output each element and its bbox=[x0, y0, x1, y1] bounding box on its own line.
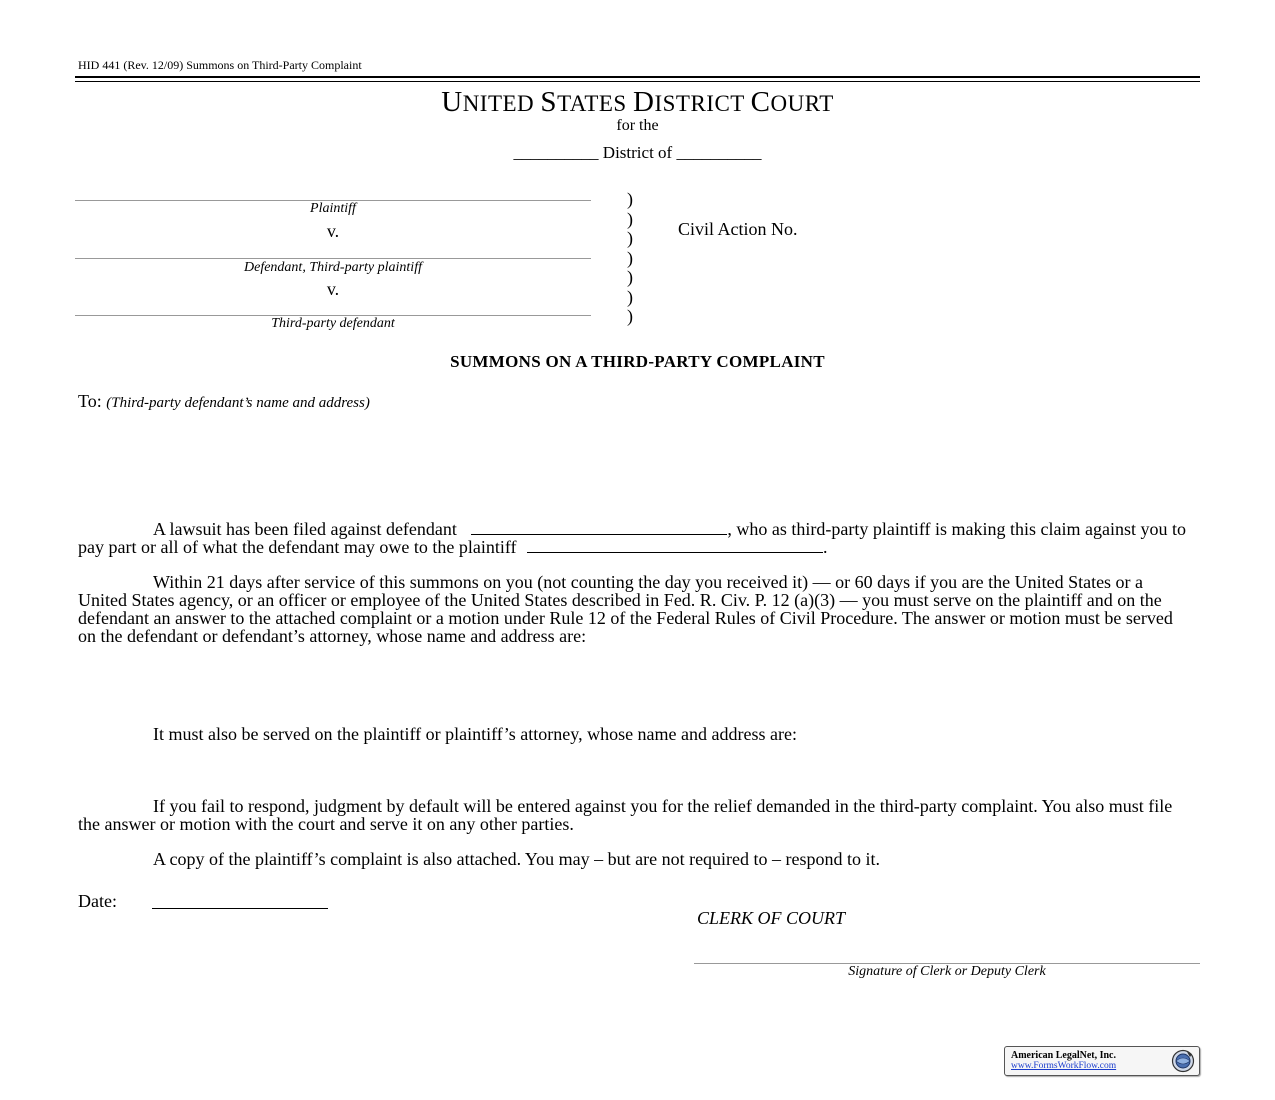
header-rule-thin bbox=[75, 81, 1200, 82]
form-id: HID 441 (Rev. 12/09) Summons on Third-Party Complaint bbox=[78, 58, 362, 72]
signature-label: Signature of Clerk or Deputy Clerk bbox=[848, 964, 1046, 979]
p1-text-c: . bbox=[823, 537, 828, 557]
district-line[interactable]: __________ District of __________ bbox=[513, 143, 762, 162]
paragraph-deadline: Within 21 days after service of this summons on you (not counting the day you received it) — or 60 days if you are the United States or a United States agency, or an officer or employee of the United States described in Fed. R. Civ. P. 12 (a)(3) — you must serve on the plaintiff and on the defendant an answer to the attached complaint or a motion under Rule 12 of the Federal Rules of Civil Procedure. The answer or motion must be served on the defendant or defendant’s attorney, whose name and address are: bbox=[78, 572, 1173, 646]
court-title-part: U bbox=[441, 86, 463, 118]
logo-company: American LegalNet, Inc. bbox=[1011, 1050, 1116, 1061]
defendant-name-blank[interactable] bbox=[471, 520, 727, 535]
document-title: SUMMONS ON A THIRD-PARTY COMPLAINT bbox=[450, 352, 825, 371]
court-title-part: TATES bbox=[557, 91, 633, 116]
paragraph-default: If you fail to respond, judgment by default will be entered against you for the relief demanded in the third-party complaint. You also must file the answer or motion with the court and serve it on any other parties. bbox=[78, 796, 1173, 834]
versus-1: v. bbox=[326, 221, 340, 241]
court-title bbox=[0, 86, 1275, 119]
clerk-of-court: CLERK OF COURT bbox=[697, 908, 846, 928]
to-label: To: bbox=[78, 391, 102, 411]
court-title-part: D bbox=[632, 86, 655, 118]
vendor-logo[interactable] bbox=[1004, 1046, 1200, 1076]
p1-text-b: , who as third-party plaintiff is making this claim against you to pay part or all of what the defendant may owe to the plaintiff bbox=[78, 519, 1187, 557]
header-rule-thick bbox=[75, 76, 1200, 78]
caption-parens: ) ) ) ) ) ) ) bbox=[627, 189, 633, 326]
civil-action-label: Civil Action No. bbox=[678, 219, 798, 239]
date-label: Date: bbox=[78, 891, 117, 911]
paragraph-copy: A copy of the plaintiff’s complaint is also attached. You may – but are not required to – respond to it. bbox=[153, 849, 881, 869]
for-the-text: for the bbox=[616, 117, 659, 134]
logo-url[interactable]: www.FormsWorkFlow.com bbox=[1011, 1061, 1117, 1071]
paragraph-lawsuit bbox=[78, 520, 1188, 556]
globe-icon bbox=[1171, 1049, 1195, 1073]
to-line bbox=[78, 391, 370, 412]
court-title-part: NITED bbox=[462, 91, 541, 116]
court-title-part: ISTRICT bbox=[654, 91, 751, 116]
plaintiff-name-blank[interactable] bbox=[527, 538, 823, 553]
defendant-label: Defendant, Third-party plaintiff bbox=[244, 260, 422, 275]
court-title-part: OURT bbox=[770, 91, 834, 116]
court-title-part: C bbox=[750, 86, 771, 118]
defendant-line[interactable] bbox=[75, 258, 591, 259]
paragraph-plaintiff-service: It must also be served on the plaintiff or plaintiff’s attorney, whose name and address are: bbox=[153, 724, 797, 744]
third-party-label: Third-party defendant bbox=[271, 316, 395, 331]
date-blank[interactable] bbox=[152, 908, 328, 909]
to-note: (Third-party defendant’s name and address) bbox=[106, 395, 370, 411]
court-title-part: S bbox=[540, 86, 558, 118]
plaintiff-label: Plaintiff bbox=[310, 201, 356, 216]
p1-text-a: A lawsuit has been filed against defendant bbox=[153, 519, 457, 539]
versus-2: v. bbox=[326, 279, 340, 299]
